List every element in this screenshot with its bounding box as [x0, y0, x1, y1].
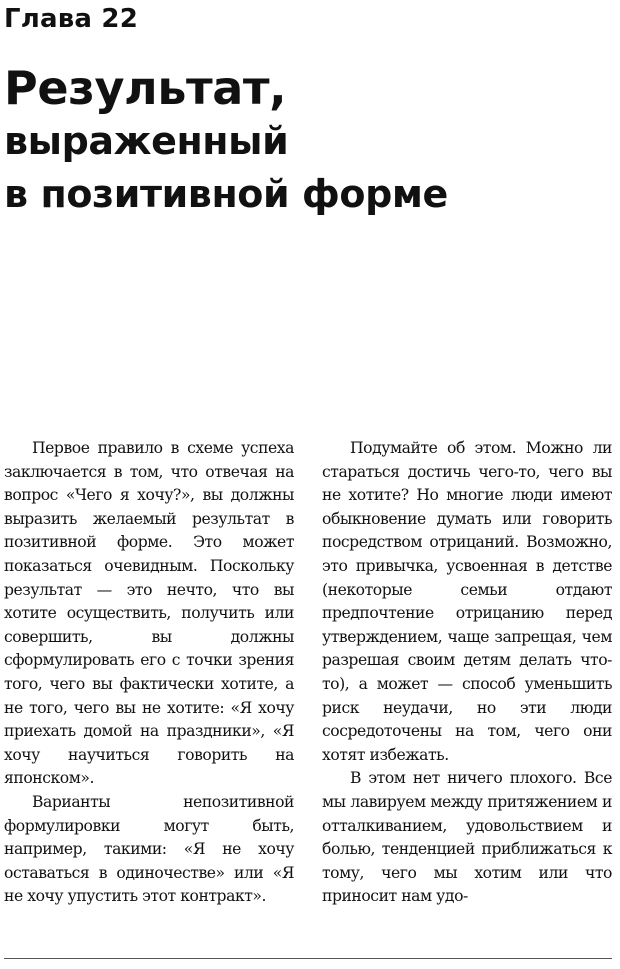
body-text — [4, 437, 616, 937]
paragraph: Варианты непозитивной формулировки могут быть, например, такими: «Я не хочу оставаться в одиночестве» или «Я не хочу упустить этот контракт». — [4, 792, 294, 906]
paragraph: В этом нет ничего плохого. Все мы лавируем между притяжением и отталкиванием, удовольствием и болью, тенденцией приближаться к тому, чего мы хотим или что приносит нам удо- — [322, 769, 612, 906]
left-column — [4, 437, 294, 909]
right-column — [322, 437, 612, 909]
paragraph: Подумайте об этом. Можно ли стараться достичь чего-то, чего вы не хотите? Но многие люди имеют обыкновение думать или говорить посредством отрицаний. Возможно, это привычка, усвоенная в детстве (некоторые семьи отдают предпочтение отрицанию перед утверждением, чаще запрещая, чем разрешая своим детям делать что-то), а может — способ уменьшить риск неудачи, но эти люди сосредоточены на том, чего они хотят избежать. — [322, 439, 612, 764]
chapter-label: Глава 22 — [4, 4, 138, 34]
paragraph: Первое правило в схеме успеха заключается в том, что отвечая на вопрос «Чего я хочу?», вы должны выразить желаемый результат в позитивной форме. Это может показаться очевидным. Поскольку результат — это нечто, что вы хотите осуществить, получить или совершить, вы должны сформулировать его с точки зрения того, чего вы фактически хотите, а не того, чего вы не хотите: «Я хочу приехать домой на праздники», «Я хочу научиться говорить на японском». — [4, 439, 294, 788]
chapter-title — [4, 62, 448, 221]
chapter-title-line-1: Результат, — [4, 61, 287, 115]
chapter-title-line-3: в позитивной форме — [4, 172, 448, 216]
page-bottom-rule — [4, 958, 612, 959]
chapter-title-line-2: выраженный — [4, 119, 289, 163]
